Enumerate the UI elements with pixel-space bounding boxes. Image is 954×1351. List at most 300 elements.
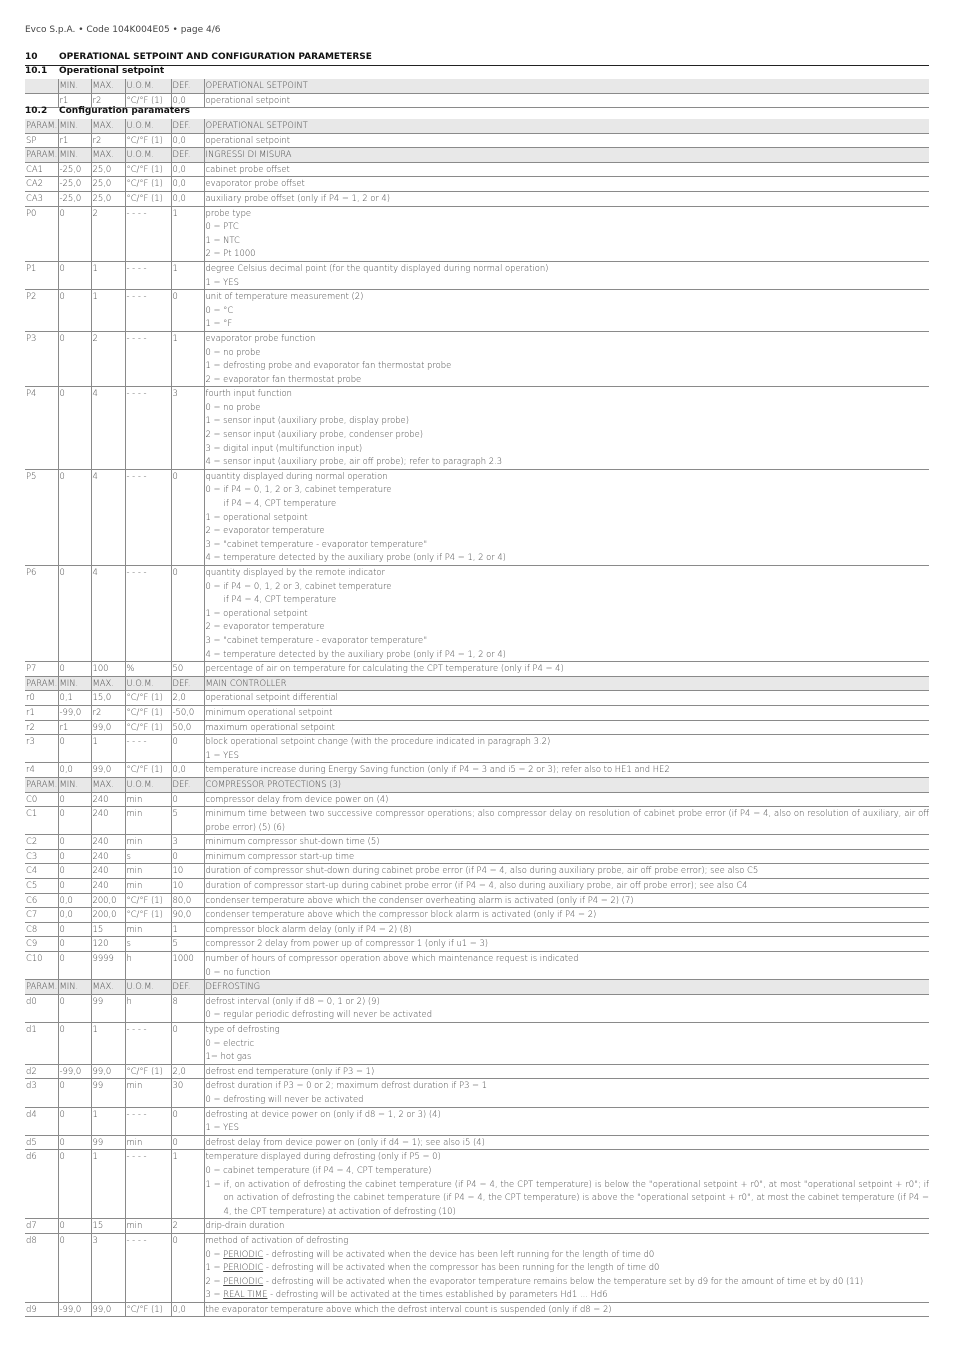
value-cell: 9999 — [91, 952, 125, 980]
description-line: 1 = YES — [205, 276, 239, 287]
description-cell — [204, 849, 929, 864]
description-line: condenser temperature above which the condenser overheating alarm is activated (only if P4 = 2) (7) — [205, 894, 634, 905]
description-line: 2 = sensor input (auxiliary probe, condenser probe) — [205, 429, 423, 440]
description-line: defrost end temperature (only if P3 = 1) — [205, 1065, 375, 1076]
description-line: 0 = if P4 = 0, 1, 2 or 3, cabinet temperature — [205, 580, 392, 591]
cell: °C/°F (1) — [125, 93, 171, 108]
section-number: 10 — [25, 52, 38, 62]
value-cell: -50,0 — [171, 705, 204, 720]
value-cell: 15,0 — [91, 691, 125, 706]
value-cell: 3 — [91, 1233, 125, 1302]
param-code-cell: d1 — [25, 1023, 58, 1065]
table-row — [25, 1219, 929, 1234]
description-line: defrost duration if P3 = 0 or 2; maximum defrost duration if P3 = 1 — [205, 1080, 488, 1091]
header-cell: PARAM. — [25, 980, 58, 995]
param-code-cell: CA1 — [25, 162, 58, 177]
value-cell: 0,0 — [58, 763, 91, 778]
value-cell: h — [125, 994, 171, 1022]
table-row — [25, 691, 929, 706]
table-header-row — [25, 148, 929, 163]
description-line: if P4 = 4, CPT temperature — [223, 498, 337, 509]
table-row — [25, 952, 929, 980]
param-code-cell: d4 — [25, 1107, 58, 1135]
table-row — [25, 893, 929, 908]
value-cell: 0 — [58, 735, 91, 763]
table-header-row — [25, 79, 929, 93]
description-line: 1 = sensor input (auxiliary probe, display probe) — [205, 415, 409, 426]
description-line: 2 = evaporator fan thermostat probe — [205, 373, 362, 384]
description-line: block operational setpoint change (with the procedure indicated in paragraph 3.2) — [205, 736, 551, 747]
description-cell — [204, 1135, 929, 1150]
value-cell: 0 — [171, 1233, 204, 1302]
param-code-cell: C8 — [25, 922, 58, 937]
description-cell — [204, 290, 929, 332]
value-cell: 25,0 — [91, 191, 125, 206]
value-cell: 5 — [171, 807, 204, 835]
description-line: 0 = PERIODIC - defrosting will be activated when the device has been left running for the length of time d0 — [205, 1248, 655, 1259]
value-cell: 0 — [171, 1107, 204, 1135]
table-row — [25, 1107, 929, 1135]
param-code-cell: C3 — [25, 849, 58, 864]
param-code-cell: r0 — [25, 691, 58, 706]
description-line: minimum operational setpoint — [205, 706, 333, 717]
value-cell: 0 — [58, 1135, 91, 1150]
header-cell: U.O.M. — [125, 676, 171, 691]
value-cell: 99,0 — [91, 720, 125, 735]
description-cell — [204, 1150, 929, 1219]
param-code-cell: C2 — [25, 835, 58, 850]
header-cell: MAX. — [91, 980, 125, 995]
value-cell: 99 — [91, 1135, 125, 1150]
description-line: cabinet probe offset — [205, 163, 290, 174]
value-cell: % — [125, 662, 171, 677]
value-cell: 2 — [171, 1219, 204, 1234]
param-code-cell: d7 — [25, 1219, 58, 1234]
value-cell: 0 — [171, 1135, 204, 1150]
param-code-cell: C4 — [25, 864, 58, 879]
value-cell: -25,0 — [58, 162, 91, 177]
description-line: 2 = PERIODIC - defrosting will be activated when the evaporator temperature remains below the temperature set by d9 for the amount of time et by d0 (11) — [205, 1275, 864, 1286]
value-cell: 0 — [58, 864, 91, 879]
param-code-cell: d3 — [25, 1079, 58, 1107]
description-cell — [204, 908, 929, 923]
value-cell: - - - - — [125, 469, 171, 565]
description-cell — [204, 261, 929, 289]
header-cell: PARAM. — [25, 119, 58, 133]
value-cell: 2,0 — [171, 691, 204, 706]
description-cell — [204, 763, 929, 778]
description-line: 1 = YES — [205, 1122, 239, 1133]
description-line: duration of compressor start-up during cabinet probe error (if P4 = 4, also during auxiliary probe, air off probe error); see also C4 — [205, 880, 748, 891]
value-cell: 0 — [58, 1023, 91, 1065]
header-cell: PARAM. — [25, 777, 58, 792]
param-code-cell: r3 — [25, 735, 58, 763]
param-code-cell: r2 — [25, 720, 58, 735]
header-cell: COMPRESSOR PROTECTIONS (3) — [204, 777, 929, 792]
value-cell: -99,0 — [58, 1302, 91, 1317]
header-cell: DEF. — [171, 79, 204, 93]
value-cell: 1 — [91, 1150, 125, 1219]
header-cell: U.O.M. — [125, 79, 171, 93]
description-cell — [204, 162, 929, 177]
header-cell: MIN. — [58, 777, 91, 792]
description-cell — [204, 469, 929, 565]
value-cell: 0 — [58, 566, 91, 662]
value-cell: -25,0 — [58, 177, 91, 192]
header-cell — [25, 79, 58, 93]
value-cell: 0 — [171, 735, 204, 763]
value-cell: 0 — [58, 206, 91, 261]
value-cell: 0 — [58, 1233, 91, 1302]
table-row — [25, 206, 929, 261]
value-cell: - - - - — [125, 1233, 171, 1302]
description-line: minimum time between two successive compressor operations; also compressor delay on resolution of cabinet probe error (if P4 = 4, also on resolution of auxiliary, air off probe error) (5) (6) — [205, 808, 929, 832]
description-line: 3 = "cabinet temperature - evaporator temperature" — [205, 538, 428, 549]
description-line: 0 = electric — [205, 1037, 255, 1048]
value-cell: 1 — [91, 290, 125, 332]
value-cell: 1 — [91, 735, 125, 763]
description-line: duration of compressor shut-down during cabinet probe error (if P4 = 4, also during auxiliary probe, air off probe error); see also C5 — [205, 865, 759, 876]
description-line: drip-drain duration — [205, 1220, 285, 1231]
value-cell: r2 — [91, 705, 125, 720]
table-row — [25, 792, 929, 807]
value-cell: 0 — [171, 849, 204, 864]
cell: r1 — [58, 93, 91, 108]
param-code-cell: d8 — [25, 1233, 58, 1302]
description-line: auxiliary probe offset (only if P4 = 1, 2 or 4) — [205, 192, 391, 203]
description-cell — [204, 133, 929, 148]
value-cell: 10 — [171, 879, 204, 894]
param-code-cell: C5 — [25, 879, 58, 894]
description-cell — [204, 331, 929, 386]
value-cell: 0 — [171, 566, 204, 662]
description-cell — [204, 994, 929, 1022]
value-cell: 2,0 — [171, 1064, 204, 1079]
description-line: compressor block alarm delay (only if P4 = 2) (8) — [205, 923, 412, 934]
header-cell: MAX. — [91, 79, 125, 93]
value-cell: 25,0 — [91, 162, 125, 177]
value-cell: 0,0 — [58, 908, 91, 923]
value-cell: min — [125, 922, 171, 937]
value-cell: °C/°F (1) — [125, 177, 171, 192]
value-cell: 240 — [91, 807, 125, 835]
table-row — [25, 835, 929, 850]
value-cell: 0 — [58, 261, 91, 289]
param-code-cell: P1 — [25, 261, 58, 289]
table-row — [25, 1233, 929, 1302]
cell: r2 — [91, 93, 125, 108]
value-cell: 0 — [58, 922, 91, 937]
description-line: maximum operational setpoint — [205, 721, 335, 732]
param-code-cell: P7 — [25, 662, 58, 677]
value-cell: 1 — [91, 1107, 125, 1135]
param-code-cell: C10 — [25, 952, 58, 980]
value-cell: 240 — [91, 864, 125, 879]
cell: 0,0 — [171, 93, 204, 108]
value-cell: 4 — [91, 469, 125, 565]
cell: operational setpoint — [204, 93, 929, 108]
value-cell: °C/°F (1) — [125, 191, 171, 206]
value-cell: 240 — [91, 849, 125, 864]
value-cell: 0 — [58, 1219, 91, 1234]
value-cell: min — [125, 792, 171, 807]
value-cell: 0 — [58, 835, 91, 850]
section-10-heading — [25, 52, 929, 62]
param-code-cell: r4 — [25, 763, 58, 778]
value-cell: 0,0 — [58, 893, 91, 908]
description-line: 2 = evaporator temperature — [205, 621, 325, 632]
header-cell: DEF. — [171, 980, 204, 995]
value-cell: 0 — [58, 849, 91, 864]
value-cell: 5 — [171, 937, 204, 952]
value-cell: 1000 — [171, 952, 204, 980]
table-row — [25, 331, 929, 386]
description-line: operational setpoint differential — [205, 692, 339, 703]
description-line: minimum compressor shut-down time (5) — [205, 836, 380, 847]
description-cell — [204, 206, 929, 261]
value-cell: - - - - — [125, 566, 171, 662]
header-cell: DEF. — [171, 676, 204, 691]
value-cell: 100 — [91, 662, 125, 677]
value-cell: 0,0 — [171, 133, 204, 148]
value-cell: - - - - — [125, 1150, 171, 1219]
value-cell: 0,1 — [58, 691, 91, 706]
description-line: defrosting at device power on (only if d8 = 1, 2 or 3) (4) — [205, 1108, 441, 1119]
description-line: operational setpoint — [205, 134, 290, 145]
description-line: condenser temperature above which the compressor block alarm is activated (only if P4 = 2) — [205, 909, 597, 920]
value-cell: 0,0 — [171, 1302, 204, 1317]
param-code-cell: d6 — [25, 1150, 58, 1219]
table-row — [25, 261, 929, 289]
value-cell: 1 — [171, 1150, 204, 1219]
value-cell: 0 — [58, 469, 91, 565]
value-cell: 0 — [58, 807, 91, 835]
description-cell — [204, 835, 929, 850]
description-cell — [204, 1302, 929, 1317]
param-code-cell: P3 — [25, 331, 58, 386]
description-line: 3 = "cabinet temperature - evaporator temperature" — [205, 634, 428, 645]
description-line: 0 = no function — [205, 966, 271, 977]
header-cell: DEF. — [171, 119, 204, 133]
header-cell: DEF. — [171, 148, 204, 163]
header-cell: MIN. — [58, 676, 91, 691]
value-cell: 240 — [91, 792, 125, 807]
header-cell: OPERATIONAL SETPOINT — [204, 119, 929, 133]
description-line: unit of temperature measurement (2) — [205, 291, 364, 302]
header-cell: INGRESSI DI MISURA — [204, 148, 929, 163]
param-code-cell: C9 — [25, 937, 58, 952]
description-cell — [204, 720, 929, 735]
value-cell: 99,0 — [91, 763, 125, 778]
value-cell: 0 — [58, 1079, 91, 1107]
description-line: percentage of air on temperature for calculating the CPT temperature (only if P4 = 4) — [205, 663, 564, 674]
value-cell: °C/°F (1) — [125, 763, 171, 778]
value-cell: - - - - — [125, 1107, 171, 1135]
value-cell: 0 — [171, 1023, 204, 1065]
value-cell: - - - - — [125, 290, 171, 332]
value-cell: min — [125, 1135, 171, 1150]
param-code-cell: SP — [25, 133, 58, 148]
value-cell: 8 — [171, 994, 204, 1022]
value-cell: min — [125, 835, 171, 850]
table-row — [25, 807, 929, 835]
description-line: defrost delay from device power on (only if d4 = 1); see also i5 (4) — [205, 1136, 485, 1147]
value-cell: 4 — [91, 387, 125, 470]
value-cell: 1 — [171, 206, 204, 261]
value-cell: -25,0 — [58, 191, 91, 206]
table-row — [25, 1064, 929, 1079]
value-cell: °C/°F (1) — [125, 893, 171, 908]
value-cell: - - - - — [125, 1023, 171, 1065]
header-cell: MAIN CONTROLLER — [204, 676, 929, 691]
table-header-row — [25, 676, 929, 691]
description-line: 0 = regular periodic defrosting will never be activated — [205, 1009, 433, 1020]
table-row — [25, 994, 929, 1022]
value-cell: 99 — [91, 994, 125, 1022]
header-cell: MIN. — [58, 119, 91, 133]
value-cell: r1 — [58, 133, 91, 148]
param-code-cell: P2 — [25, 290, 58, 332]
description-cell — [204, 1233, 929, 1302]
description-line: 1 = YES — [205, 749, 239, 760]
table-row — [25, 908, 929, 923]
description-cell — [204, 792, 929, 807]
value-cell: 30 — [171, 1079, 204, 1107]
header-cell: DEF. — [171, 777, 204, 792]
value-cell: °C/°F (1) — [125, 720, 171, 735]
value-cell: 0,0 — [171, 162, 204, 177]
header-cell: MIN. — [58, 148, 91, 163]
param-code-cell: CA2 — [25, 177, 58, 192]
value-cell: s — [125, 849, 171, 864]
description-line: method of activation of defrosting — [205, 1234, 349, 1245]
description-line: 0 = if P4 = 0, 1, 2 or 3, cabinet temperature — [205, 484, 392, 495]
value-cell: 1 — [171, 261, 204, 289]
value-cell: 0 — [58, 662, 91, 677]
param-code-cell: d0 — [25, 994, 58, 1022]
description-cell — [204, 387, 929, 470]
value-cell: 0,0 — [171, 763, 204, 778]
description-line: type of defrosting — [205, 1024, 280, 1034]
table-row — [25, 387, 929, 470]
value-cell: min — [125, 1219, 171, 1234]
table-row — [25, 133, 929, 148]
header-cell: U.O.M. — [125, 148, 171, 163]
description-line: 3 = digital input (multifunction input) — [205, 442, 363, 453]
value-cell: 1 — [91, 1023, 125, 1065]
table-row — [25, 1302, 929, 1317]
value-cell: -99,0 — [58, 1064, 91, 1079]
value-cell: °C/°F (1) — [125, 162, 171, 177]
table-row — [25, 1023, 929, 1065]
header-cell: MAX. — [91, 676, 125, 691]
value-cell: 2 — [91, 331, 125, 386]
header-cell: U.O.M. — [125, 980, 171, 995]
value-cell: 0 — [58, 994, 91, 1022]
description-line: probe type — [205, 207, 252, 218]
table-row — [25, 162, 929, 177]
description-cell — [204, 1023, 929, 1065]
value-cell: 1 — [91, 261, 125, 289]
value-cell: 0 — [171, 469, 204, 565]
value-cell: 25,0 — [91, 177, 125, 192]
table-row — [25, 705, 929, 720]
param-code-cell: C7 — [25, 908, 58, 923]
description-cell — [204, 191, 929, 206]
header-cell: MIN. — [58, 980, 91, 995]
value-cell: 0 — [58, 792, 91, 807]
value-cell: 15 — [91, 922, 125, 937]
section-number: 10.1 — [25, 66, 48, 76]
value-cell: 10 — [171, 864, 204, 879]
param-code-cell: P4 — [25, 387, 58, 470]
value-cell: r1 — [58, 720, 91, 735]
description-cell — [204, 177, 929, 192]
description-line: 1 = PERIODIC - defrosting will be activated when the compressor has been running for the length of time d0 — [205, 1262, 660, 1273]
value-cell: 200,0 — [91, 893, 125, 908]
description-line: 1 = operational setpoint — [205, 607, 308, 618]
table-header-row — [25, 980, 929, 995]
value-cell: 99 — [91, 1079, 125, 1107]
description-line: 0 = cabinet temperature (if P4 = 4, CPT temperature) — [205, 1164, 432, 1175]
value-cell: 0 — [58, 387, 91, 470]
description-line: 0 = °C — [205, 304, 234, 315]
description-cell — [204, 879, 929, 894]
value-cell: 90,0 — [171, 908, 204, 923]
table-row — [25, 290, 929, 332]
description-cell — [204, 1064, 929, 1079]
description-cell — [204, 893, 929, 908]
value-cell: min — [125, 864, 171, 879]
value-cell: h — [125, 952, 171, 980]
header-cell: PARAM. — [25, 148, 58, 163]
description-line: 0 = no probe — [205, 346, 261, 357]
value-cell: °C/°F (1) — [125, 1064, 171, 1079]
table-row — [25, 469, 929, 565]
description-line: compressor delay from device power on (4) — [205, 793, 389, 804]
table-row — [25, 922, 929, 937]
param-code-cell: d2 — [25, 1064, 58, 1079]
description-cell — [204, 864, 929, 879]
description-cell — [204, 1107, 929, 1135]
description-line: quantity displayed by the remote indicator — [205, 567, 385, 577]
value-cell: - - - - — [125, 261, 171, 289]
description-line: 0 = no probe — [205, 401, 261, 412]
value-cell: 0,0 — [171, 191, 204, 206]
value-cell: 3 — [171, 835, 204, 850]
param-code-cell: P0 — [25, 206, 58, 261]
description-line: defrost interval (only if d8 = 0, 1 or 2) (9) — [205, 995, 380, 1006]
param-code-cell: d5 — [25, 1135, 58, 1150]
header-cell: OPERATIONAL SETPOINT — [204, 79, 929, 93]
description-cell — [204, 1079, 929, 1107]
value-cell: 0 — [58, 1107, 91, 1135]
header-cell: U.O.M. — [125, 119, 171, 133]
section-10-2-heading — [25, 106, 929, 116]
description-line: temperature increase during Energy Saving function (only if P4 = 3 and i5 = 2 or 3); refer also to HE1 and HE2 — [205, 764, 670, 775]
section-10-1-heading — [25, 66, 929, 76]
value-cell: °C/°F (1) — [125, 133, 171, 148]
value-cell: min — [125, 1079, 171, 1107]
description-cell — [204, 1219, 929, 1234]
header-cell: MAX. — [91, 777, 125, 792]
description-cell — [204, 566, 929, 662]
param-code-cell: C1 — [25, 807, 58, 835]
description-line: 1 = defrosting probe and evaporator fan thermostat probe — [205, 360, 452, 371]
description-cell — [204, 691, 929, 706]
description-line: 4 = sensor input (auxiliary probe, air off probe); refer to paragraph 2.3 — [205, 456, 503, 467]
value-cell: 2 — [91, 206, 125, 261]
